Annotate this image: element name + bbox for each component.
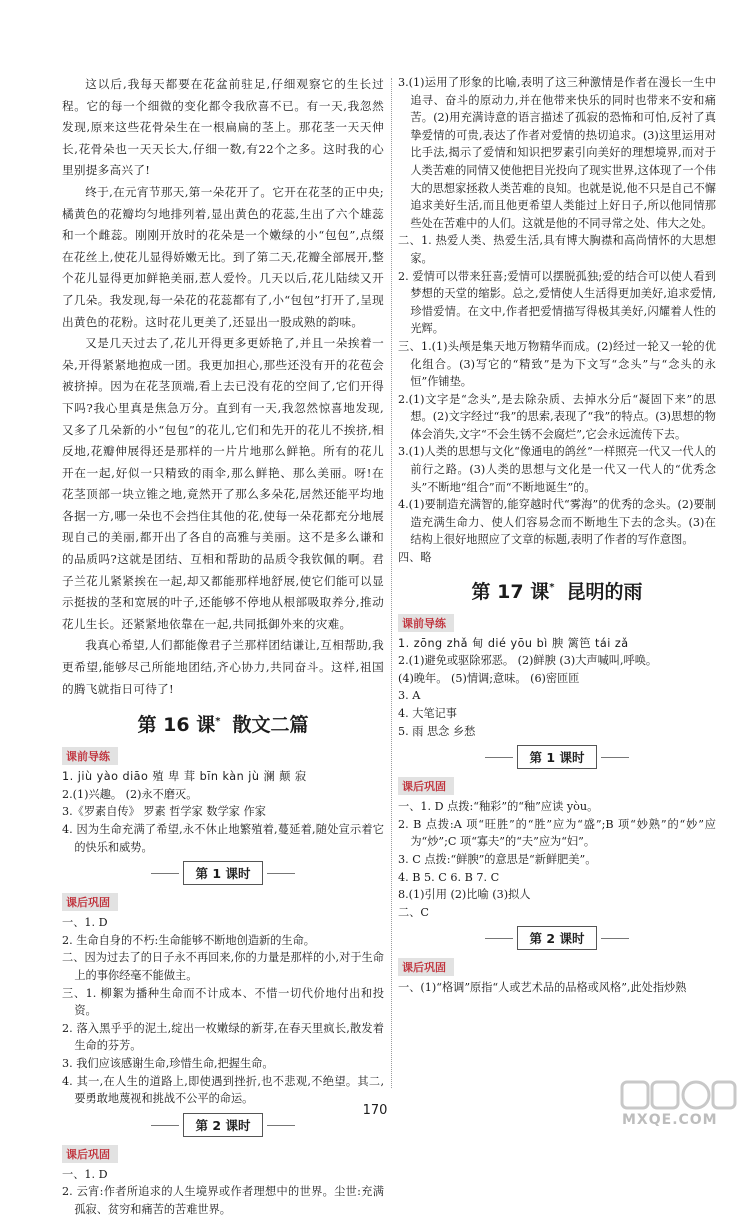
essay-paragraph: 这以后,我每天都要在花盆前驻足,仔细观察它的生长过程。它的每一个细微的变化都令我欣喜不已。有一天,我忽然发现,原来这些花骨朵生在一根扁扁的茎上。那花茎一天天伸长,花骨朵也一天天长大,仔细一数,有22个之多。这时我的心里别提多高兴了! [62, 77, 384, 178]
watermark-text: MXQE.COM [622, 1112, 718, 1128]
answer-line: 5. 雨 思念 乡愁 [398, 724, 476, 738]
watermark-logo [618, 1078, 738, 1128]
answer-line: 一、1. D [62, 916, 108, 930]
period-1-heading: 第 1 课时 [398, 745, 716, 769]
answer-line: 二、因为过去了的日子永不再回来,你的力量是那样的小,对于生命上的事你经毫不能做主。 [62, 951, 384, 982]
answer-line: 3. 我们应该感谢生命,珍惜生命,把握生命。 [62, 1056, 274, 1070]
period-1-heading: 第 1 课时 [62, 861, 384, 885]
answer-line: 一、1. D [62, 1167, 108, 1181]
answer-line: (4)晚年。 (5)情调;意味。 (6)密匝匝 [398, 671, 580, 685]
answer-line: 4. 因为生命充满了希望,永不休止地繁殖着,蔓延着,随处宣示着它的快乐和威势。 [62, 823, 384, 854]
answer-line: 2. 落入黑乎乎的泥土,绽出一枚嫩绿的新芽,在春天里疯长,散发着生命的芬芳。 [62, 1021, 384, 1053]
right-column [398, 74, 716, 997]
answer-line: 三、1.(1)头颅是集天地万物精华而成。(2)经过一轮又一轮的优化组合。(3)写它的“精致”是为下文写“念头”与“念头的永恒”作铺垫。 [398, 339, 716, 389]
answer-line: 2. 生命自身的不朽:生命能够不断地创造新的生命。 [62, 933, 315, 947]
left-column [62, 74, 384, 1219]
answer-line: 2. B 点拨:A 项“旺胜”的“胜”应为“盛”;B 项“妙熟”的“妙”应为“炒”;C 项“寡夫”的“夫”应为“妇”。 [398, 817, 716, 849]
lesson-16-title: 第 16 课* 散文二篇 [137, 714, 309, 737]
answer-line: 2. 爱情可以带来狂喜;爱情可以摆脱孤独;爱的结合可以使人看到梦想的天堂的缩影。总之,爱情使人生活得更加美好,追求爱情,珍惜爱情。在文中,作者把爱情描写得极其美好,闪耀着人性的光辉。 [398, 269, 716, 336]
answer-line: 2. 云宵:作者所追求的人生境界或作者理想中的世界。尘世:充满孤寂、贫穷和痛苦的苦难世界。 [62, 1185, 384, 1216]
answer-line: 3. A [398, 689, 421, 703]
answer-line: 一、1. D 点拨:“釉彩”的“釉”应读 yòu。 [398, 800, 599, 814]
essay-paragraph: 又是几天过去了,花儿开得更多更娇艳了,并且一朵挨着一朵,开得紧紧地抱成一团。我更加担心,那些还没有开的花苞会被挤掉。因为在花茎顶端,看上去已没有花的空间了,它们开得下吗?我心里真是焦急万分。直到有一天,我忽然惊喜地发现,又多了几朵新的小“包包”的花儿,它们和先开的花儿不挨挤,相反地,花瓣伸展得还是那样的一片片地那么鲜艳。所有的花儿开在一起,好似一只精致的雨伞,那么鲜艳、那么美丽。呀!在花茎顶部一块立锥之地,竟然开了那么多朵花,居然还能平均地各据一方,哪一朵也不会挡住其他的花,使每一朵花都充分地展现自己的美丽,都开出了各自的高雅与美丽。这不是多么谦和的品质吗?这就是团结、互相和帮助的品质令我钦佩的啊。君子兰花儿紧紧挨在一起,却又都能那样地舒展,使它们能可以显示挺拔的茎和宽展的叶子,还能够不停地从根部吸取养分,推动花儿生长。还紧紧地依靠在一起,共同抵御外来的灾难。 [62, 336, 384, 631]
after-class-tag: 课后巩固 [62, 893, 118, 911]
answer-line: 1. zōng zhǎ 甸 dié yōu bì 腴 篱笆 tái zǎ [398, 636, 629, 650]
answer-line: 四、略 [398, 551, 432, 565]
lesson-17-period-2-answers [398, 979, 716, 997]
answer-line: 4. 大笔记事 [398, 707, 457, 720]
answer-line: 二、C [398, 905, 429, 919]
answer-line: 4. B 5. C 6. B 7. C [398, 870, 500, 884]
page-number: 170 [362, 1103, 388, 1118]
prep-section-tag: 课前导练 [398, 614, 454, 632]
period-2-heading: 第 2 课时 [398, 926, 716, 950]
column-divider [391, 78, 392, 1088]
answer-line: 二、1. 热爱人类、热爱生活,具有博大胸襟和高尚情怀的大思想家。 [398, 234, 716, 265]
answer-line: 3. C 点拨:“鲜腴”的意思是“新鲜肥美”。 [398, 852, 597, 866]
period-2-heading: 第 2 课时 [62, 1113, 384, 1137]
answer-line: 一、(1)“格调”原指“人或艺术品的品格或风格”,此处指炒熟 [398, 981, 687, 995]
prep-section-tag: 课前导练 [62, 747, 118, 765]
lesson-17-prep-answers [398, 635, 716, 741]
answer-line: 三、1. 柳絮为播种生命而不计成本、不惜一切代价地付出和投资。 [62, 986, 384, 1018]
after-class-tag: 课后巩固 [62, 1145, 118, 1163]
answer-line: 8.(1)引用 (2)比喻 (3)拟人 [398, 888, 531, 902]
answer-line: 3.(1)人类的思想与文化“像通电的鸽丝”一样照亮一代又一代人的前行之路。(3)人类的思想与文化是一代又一代人的“优秀念头”不断地“组合”而“不断地诞生”的。 [398, 445, 716, 494]
lesson-17-title: 第 17 课* 昆明的雨 [471, 580, 643, 603]
lesson-17-period-1-answers [398, 798, 716, 921]
after-class-tag: 课后巩固 [398, 777, 454, 795]
answer-line: 2.(1)兴趣。 (2)永不磨灭。 [62, 787, 198, 801]
lesson-16-prep-answers [62, 768, 384, 856]
lesson-16-period-2-answers [62, 1166, 384, 1219]
lesson-16-period-2-answers-continued [398, 74, 716, 567]
answer-line: 4.(1)要制造充满智的,能穿越时代“雾海”的优秀的念头。(2)要制造充满生命力、使人们容易念而不断地生下去的念头。(3)在结构上很好地照应了文章的标题,表明了作者的写作意图。 [398, 498, 716, 547]
essay-paragraph: 终于,在元宵节那天,第一朵花开了。它开在花茎的正中央;橘黄色的花瓣均匀地排列着,显出黄色的花蕊,生出了六个雄蕊和一个雌蕊。刚刚开放时的花朵是一个嫩绿的小“包包”,点缀在花丝上,使花儿显得娇嫩无比。到了第二天,花瓣全部展开,整个花儿显得更加鲜艳美丽,惹人爱怜。几天以后,花儿陆续又开了几朵。我发现,每一朵花的花蕊都有了,小“包包”打开了,呈现出黄色的花粉。这时花儿更美了,还显出一股成熟的韵味。 [62, 184, 384, 329]
essay-section [62, 74, 384, 700]
answer-line: 3.《罗素自传》 罗素 哲学家 数学家 作家 [62, 805, 266, 819]
answer-line: 2.(1)文字是“念头”,是去除杂质、去掉水分后“凝固下来”的思想。(2)文字经过“我”的思索,表现了“我”的特点。(3)思想的物体会消失,文字“不会生锈不会腐烂”,它会永远流传下去。 [398, 392, 716, 441]
answer-line: 2.(1)避免或驱除邪恶。 (2)鲜腴 (3)大声喊叫,呼唤。 [398, 654, 658, 668]
answer-line: 4. 其一,在人生的道路上,即使遇到挫折,也不悲观,不绝望。其二,要勇敢地蔑视和挑战不公平的命运。 [62, 1074, 384, 1106]
after-class-tag: 课后巩固 [398, 958, 454, 976]
answer-line: 3.(1)运用了形象的比喻,表明了这三种激情是作者在漫长一生中追寻、奋斗的原动力,并在他带来快乐的同时也带来不安和痛苦。(2)用充满诗意的语言描述了孤寂的恐怖和可怕,反衬了真挚爱情的可贵,表达了作者对爱情的热切追求。(3)这里运用对比手法,揭示了爱情和知识把罗素引向美好的理想境界,而对于人类苦难的同情又使他把目光投向了现实世界,这体现了一个伟大的思想家拯救人类苦难的良知。也就是说,他不只是自己不懈追求美好生活,而且他更希望人类能过上好日子,所以他同情那些处在苦难中的人们。这就是他的不同寻常之处、伟大之处。 [398, 76, 716, 230]
essay-paragraph: 我真心希望,人们都能像君子兰那样团结谦让,互相帮助,我更希望,能够尽己所能地团结,齐心协力,共同奋斗。这样,祖国的腾飞就指日可待了! [62, 638, 384, 696]
answer-line: 1. jiù yào diāo 殖 卑 茸 bīn kàn jù 澜 颠 寂 [62, 770, 307, 784]
lesson-16-period-1-answers [62, 914, 384, 1108]
